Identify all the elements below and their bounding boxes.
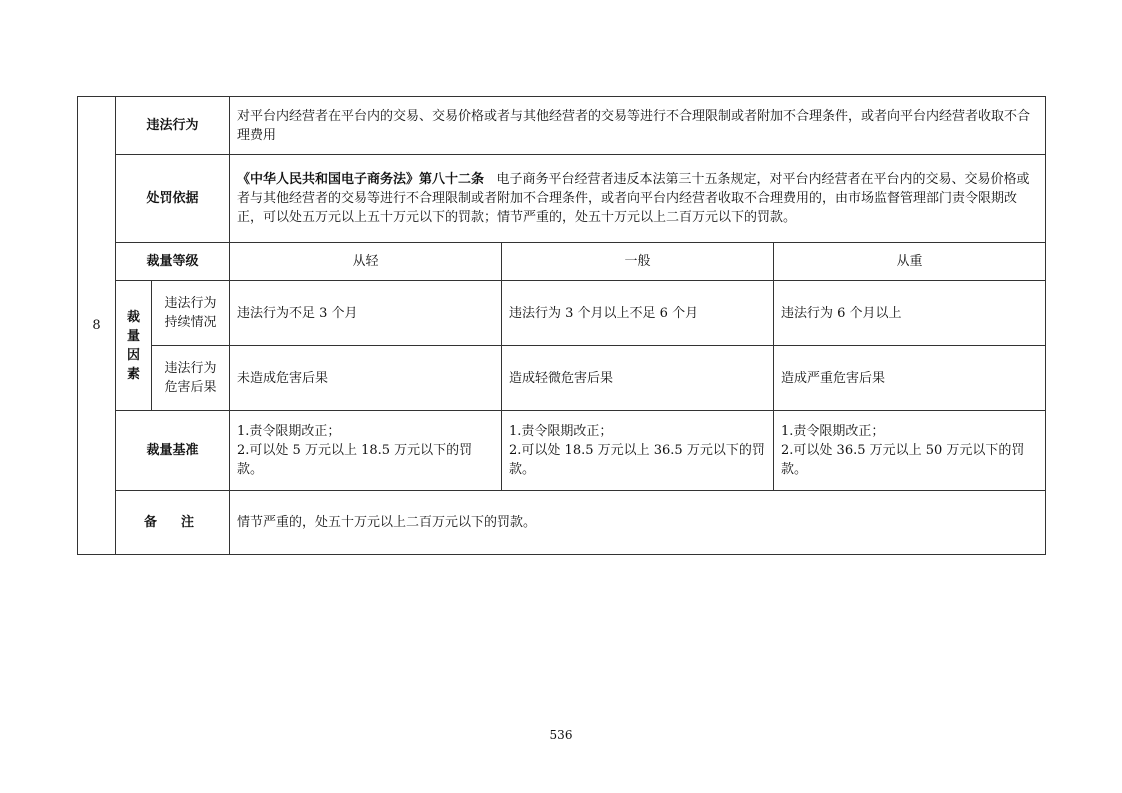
standard-heavy-line: 2.可以处 36.5 万元以上 50 万元以下的罚款。	[781, 443, 1025, 477]
factors-label-char: 素	[126, 366, 140, 382]
basis-label: 处罚依据	[116, 155, 230, 243]
harm-row	[78, 346, 1046, 411]
harm-general: 造成轻微危害后果	[502, 346, 774, 411]
violation-row	[78, 97, 1046, 155]
standard-heavy	[774, 411, 1046, 491]
levels-label: 裁量等级	[116, 243, 230, 281]
harm-label-line: 危害后果	[164, 380, 217, 395]
duration-label-line: 违法行为	[164, 296, 217, 311]
standard-light	[230, 411, 502, 491]
standard-general-line: 2.可以处 18.5 万元以上 36.5 万元以下的罚款。	[509, 443, 765, 477]
harm-heavy: 造成严重危害后果	[774, 346, 1046, 411]
duration-light: 违法行为不足 3 个月	[230, 281, 502, 346]
level-general: 一般	[502, 243, 774, 281]
standard-light-line: 2.可以处 5 万元以上 18.5 万元以下的罚款。	[237, 443, 473, 477]
duration-row	[78, 281, 1046, 346]
standard-general	[502, 411, 774, 491]
harm-light: 未造成危害后果	[230, 346, 502, 411]
standard-heavy-line: 1.责令限期改正；	[781, 424, 885, 439]
basis-text-cell	[230, 155, 1046, 243]
standard-row	[78, 411, 1046, 491]
harm-label-line: 违法行为	[164, 361, 217, 376]
remarks-label: 备注	[116, 491, 230, 555]
penalty-discretion-table	[77, 96, 1046, 555]
violation-label: 违法行为	[116, 97, 230, 155]
standard-light-line: 1.责令限期改正；	[237, 424, 341, 439]
item-number: 8	[78, 97, 116, 555]
duration-general: 违法行为 3 个月以上不足 6 个月	[502, 281, 774, 346]
remarks-row	[78, 491, 1046, 555]
factors-label	[116, 281, 152, 411]
standard-general-line: 1.责令限期改正；	[509, 424, 613, 439]
factors-label-char: 因	[126, 347, 140, 363]
factors-label-char: 量	[126, 328, 140, 344]
harm-label	[152, 346, 230, 411]
page-number: 536	[549, 728, 573, 742]
level-heavy: 从重	[774, 243, 1046, 281]
duration-label	[152, 281, 230, 346]
basis-row	[78, 155, 1046, 243]
standard-label: 裁量基准	[116, 411, 230, 491]
remarks-text: 情节严重的，处五十万元以上二百万元以下的罚款。	[230, 491, 1046, 555]
level-light: 从轻	[230, 243, 502, 281]
duration-heavy: 违法行为 6 个月以上	[774, 281, 1046, 346]
basis-text: 电子商务平台经营者违反本法第三十五条规定，对平台内经营者在平台内的交易、交易价格或者与其他经营者的交易等进行不合理限制或者附加不合理条件，或者向平台内经营者收取不合理费用的，由市场监督管理部门责令限期改正，可以处五万元以上五十万元以下的罚款；情节严重的，处五十万元以上二百万元以下的罚款。	[237, 172, 1030, 225]
violation-text: 对平台内经营者在平台内的交易、交易价格或者与其他经营者的交易等进行不合理限制或者附加不合理条件，或者向平台内经营者收取不合理费用	[230, 97, 1046, 155]
law-title: 《中华人民共和国电子商务法》第八十二条	[237, 172, 485, 187]
factors-label-char: 裁	[126, 309, 140, 325]
levels-row	[78, 243, 1046, 281]
duration-label-line: 持续情况	[164, 315, 217, 330]
